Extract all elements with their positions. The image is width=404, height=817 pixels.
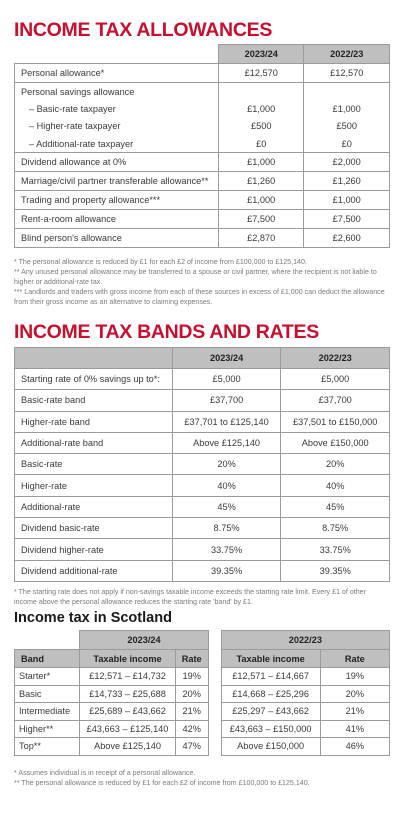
scotland-note: ** The personal allowance is reduced by £1 for each £2 of income from £100,000 to £125,140.: [14, 779, 310, 787]
scotland-title: Income tax in Scotland: [14, 610, 172, 626]
allowances-row: [15, 229, 390, 248]
band-label: Starter*: [15, 668, 80, 686]
bands-row: [15, 432, 390, 453]
allowances-note: * The personal allowance is reduced by £1 for each £2 of income from £100,000 to £125,140.: [14, 258, 307, 266]
scotland-year-2023: 2023/24: [80, 631, 208, 650]
allowances-row: [15, 153, 390, 172]
allowances-notes: [14, 257, 390, 307]
value-2022: £37,501 to £150,000: [281, 411, 390, 432]
column-gap: [208, 703, 221, 721]
scotland-row: [15, 703, 390, 721]
rate-2022: 20%: [320, 685, 389, 703]
rate-2022: 19%: [320, 668, 389, 686]
value-2022: 40%: [281, 475, 390, 496]
scotland-row: [15, 685, 390, 703]
income-2023: Above £125,140: [80, 738, 175, 756]
bands-row: [15, 390, 390, 411]
row-label: Dividend basic-rate: [15, 518, 173, 539]
bands-table: [14, 347, 390, 582]
allowances-col-2022: 2022/23: [304, 45, 390, 64]
row-label: Personal savings allowance: [15, 83, 219, 101]
value-2022: £2,000: [304, 153, 390, 172]
row-label: – Higher-rate taxpayer: [15, 118, 219, 136]
rate-2022: 21%: [320, 703, 389, 721]
value-2022: 20%: [281, 454, 390, 475]
scotland-row: [15, 738, 390, 756]
bands-col-2023: 2023/24: [172, 348, 281, 369]
bands-row: [15, 411, 390, 432]
value-2023: £0: [218, 135, 304, 153]
income-2022: £25,297 – £43,662: [221, 703, 320, 721]
income-2022: £43,663 – £150,000: [221, 720, 320, 738]
scotland-row: [15, 720, 390, 738]
column-gap: [208, 668, 221, 686]
scotland-table: [14, 630, 390, 756]
value-2022: £37,700: [281, 390, 390, 411]
income-2022: Above £150,000: [221, 738, 320, 756]
allowances-row: [15, 100, 390, 118]
column-gap: [208, 720, 221, 738]
value-2022: Above £150,000: [281, 432, 390, 453]
band-label: Basic: [15, 685, 80, 703]
bands-row: [15, 475, 390, 496]
scotland-col-income-2023: Taxable income: [80, 650, 175, 668]
value-2022: 39.35%: [281, 560, 390, 581]
value-2023: 20%: [172, 454, 281, 475]
value-2023: 39.35%: [172, 560, 281, 581]
band-label: Higher**: [15, 720, 80, 738]
row-label: Dividend additional-rate: [15, 560, 173, 581]
income-2022: £12,571 – £14,667: [221, 668, 320, 686]
scotland-notes: [14, 768, 390, 788]
scotland-year-2022: 2022/23: [221, 631, 389, 650]
row-label: Personal allowance*: [15, 64, 219, 83]
row-label: Rent-a-room allowance: [15, 210, 219, 229]
value-2022: 33.75%: [281, 539, 390, 560]
row-label: Additional-rate band: [15, 432, 173, 453]
bands-row: [15, 496, 390, 517]
value-2022: £7,500: [304, 210, 390, 229]
row-label: Additional-rate: [15, 496, 173, 517]
header-gap: [208, 631, 221, 650]
bands-row: [15, 539, 390, 560]
income-2023: £25,689 – £43,662: [80, 703, 175, 721]
rate-2023: 19%: [175, 668, 208, 686]
value-2023: £37,701 to £125,140: [172, 411, 281, 432]
allowances-row: [15, 64, 390, 83]
value-2023: 45%: [172, 496, 281, 517]
row-label: – Basic-rate taxpayer: [15, 100, 219, 118]
bands-notes: [14, 587, 390, 607]
value-2023: £1,260: [218, 172, 304, 191]
scotland-col-rate-2023: Rate: [175, 650, 208, 668]
value-2022: £1,000: [304, 191, 390, 210]
rate-2023: 42%: [175, 720, 208, 738]
scotland-row: [15, 668, 390, 686]
income-2023: £14,733 – £25,688: [80, 685, 175, 703]
allowances-row: [15, 135, 390, 153]
value-2023: 8.75%: [172, 518, 281, 539]
allowances-row: [15, 172, 390, 191]
allowances-note: *** Landlords and traders with gross income from each of these sources in excess of £1,000 can deduct the allowance from their gross income as an alternative to claiming expenses.: [14, 288, 385, 306]
row-label: Higher-rate band: [15, 411, 173, 432]
row-label: Basic-rate: [15, 454, 173, 475]
band-label: Intermediate: [15, 703, 80, 721]
allowances-row: [15, 210, 390, 229]
header-blank: [15, 631, 80, 650]
value-2023: £1,000: [218, 191, 304, 210]
allowances-row: [15, 83, 390, 101]
row-label: Trading and property allowance***: [15, 191, 219, 210]
bands-row: [15, 369, 390, 390]
row-label: Higher-rate: [15, 475, 173, 496]
value-2023: £1,000: [218, 153, 304, 172]
allowances-col-2023: 2023/24: [218, 45, 304, 64]
value-2022: £2,600: [304, 229, 390, 248]
value-2023: £12,570: [218, 64, 304, 83]
row-label: Dividend higher-rate: [15, 539, 173, 560]
value-2023: [218, 83, 304, 101]
value-2022: £1,260: [304, 172, 390, 191]
row-label: Marriage/civil partner transferable allowance**: [15, 172, 219, 191]
allowances-note: ** Any unused personal allowance may be transferred to a spouse or civil partner, where the recipient is not liable to higher or additional-rate tax.: [14, 268, 377, 286]
scotland-col-band: Band: [15, 650, 80, 668]
bands-title: INCOME TAX BANDS AND RATES: [14, 321, 319, 343]
scotland-col-rate-2022: Rate: [320, 650, 389, 668]
row-label: – Additional-rate taxpayer: [15, 135, 219, 153]
rate-2023: 20%: [175, 685, 208, 703]
value-2023: £2,870: [218, 229, 304, 248]
value-2023: £500: [218, 118, 304, 136]
allowances-row: [15, 118, 390, 136]
income-2022: £14,668 – £25,296: [221, 685, 320, 703]
bands-note: * The starting rate does not apply if non-savings taxable income exceeds the starting rate limit. Every £1 of other income above the personal allowance reduces the starting rate 'band' by £1.: [14, 588, 366, 606]
value-2023: 33.75%: [172, 539, 281, 560]
income-2023: £12,571 – £14,732: [80, 668, 175, 686]
header-blank: [15, 45, 219, 64]
bands-row: [15, 454, 390, 475]
row-label: Starting rate of 0% savings up to*:: [15, 369, 173, 390]
rate-2023: 21%: [175, 703, 208, 721]
value-2022: [304, 83, 390, 101]
bands-row: [15, 518, 390, 539]
rate-2022: 41%: [320, 720, 389, 738]
header-gap: [208, 650, 221, 668]
column-gap: [208, 738, 221, 756]
allowances-title: INCOME TAX ALLOWANCES: [14, 19, 273, 41]
rate-2022: 46%: [320, 738, 389, 756]
value-2022: 45%: [281, 496, 390, 517]
value-2022: 8.75%: [281, 518, 390, 539]
bands-row: [15, 560, 390, 581]
value-2023: 40%: [172, 475, 281, 496]
value-2023: Above £125,140: [172, 432, 281, 453]
rate-2023: 47%: [175, 738, 208, 756]
value-2022: £500: [304, 118, 390, 136]
value-2022: £0: [304, 135, 390, 153]
value-2023: £37,700: [172, 390, 281, 411]
row-label: Blind person's allowance: [15, 229, 219, 248]
value-2022: £1,000: [304, 100, 390, 118]
row-label: Dividend allowance at 0%: [15, 153, 219, 172]
row-label: Basic-rate band: [15, 390, 173, 411]
value-2023: £7,500: [218, 210, 304, 229]
header-blank: [15, 348, 173, 369]
scotland-note: * Assumes individual is in receipt of a personal allowance.: [14, 769, 196, 777]
value-2023: £1,000: [218, 100, 304, 118]
scotland-col-income-2022: Taxable income: [221, 650, 320, 668]
value-2023: £5,000: [172, 369, 281, 390]
bands-col-2022: 2022/23: [281, 348, 390, 369]
allowances-table: [14, 44, 390, 248]
value-2022: £12,570: [304, 64, 390, 83]
column-gap: [208, 685, 221, 703]
band-label: Top**: [15, 738, 80, 756]
income-2023: £43,663 – £125,140: [80, 720, 175, 738]
allowances-row: [15, 191, 390, 210]
value-2022: £5,000: [281, 369, 390, 390]
